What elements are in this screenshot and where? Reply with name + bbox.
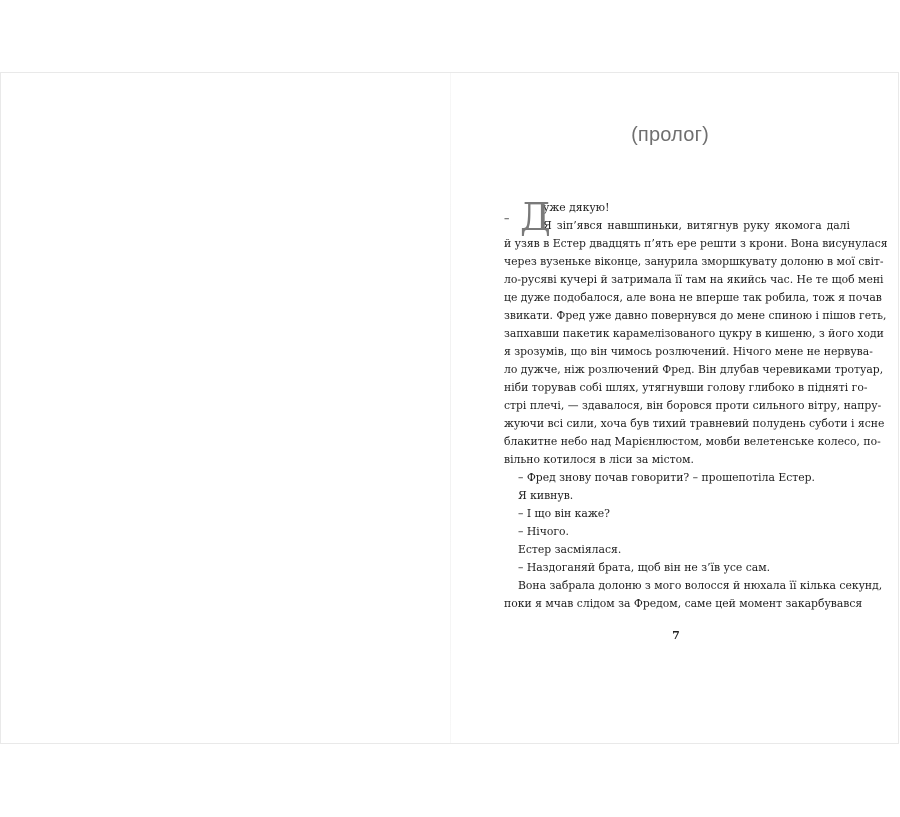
text-line: й узяв в Естер двадцять п’ять ере решти з крони. Вона висунулася [504,237,888,250]
prologue-text [504,195,888,613]
text-line: – Наздоганяй брата, щоб він не з’їв усе сам. [518,561,771,574]
chapter-title: (пролог) [631,124,709,146]
page-fold [450,73,451,743]
text-line: ло-русяві кучері й затримала її там на якийсь час. Не те щоб мені [504,273,884,286]
text-line: – Нічого. [518,525,569,538]
text-line: – І що він каже? [518,507,610,520]
text-line: Я зіп’явся навшпиньки, витягнув руку якомога далі [543,219,850,232]
page-number: 7 [672,629,680,642]
text-line: я зрозумів, що він чимось розлючений. Нічого мене не нервува- [504,345,873,358]
text-line: вільно котилося в ліси за містом. [504,453,694,466]
text-line: уже дякую! [543,201,610,214]
text-line: Естер засміялася. [518,543,622,556]
text-line: Вона забрала долоню з мого волосся й нюхала її кілька секунд, [518,579,883,592]
text-line: жуючи всі сили, хоча був тихий травневий полудень суботи і ясне [504,417,885,430]
text-line: блакитне небо над Марієнлюстом, мовби велетенське колесо, по- [504,435,881,448]
text-line: стрі плечі, — здавалося, він боровся проти сильного вітру, напру- [504,399,882,412]
text-line: – Фред знову почав говорити? – прошепотіла Естер. [518,471,815,484]
dialogue-dash: – [504,212,510,225]
text-line: ло дужче, ніж розлючений Фред. Він длубав черевиками тротуар, [504,363,884,376]
text-line: звикати. Фред уже давно повернувся до мене спиною і пішов геть, [504,309,887,322]
text-line: ніби торував собі шлях, утягнувши голову глибоко в підняті го- [504,381,868,394]
drop-cap: Д [520,195,551,239]
text-line: запхавши пакетик карамелізованого цукру в кишеню, з його ходи [504,327,884,340]
text-line: Я кивнув. [518,489,574,502]
text-line: поки я мчав слідом за Фредом, саме цей момент закарбувався [504,597,863,610]
text-line: через вузеньке віконце, занурила зморшкувату долоню в мої світ- [504,255,884,268]
text-line: це дуже подобалося, але вона не вперше так робила, тож я почав [504,291,882,304]
